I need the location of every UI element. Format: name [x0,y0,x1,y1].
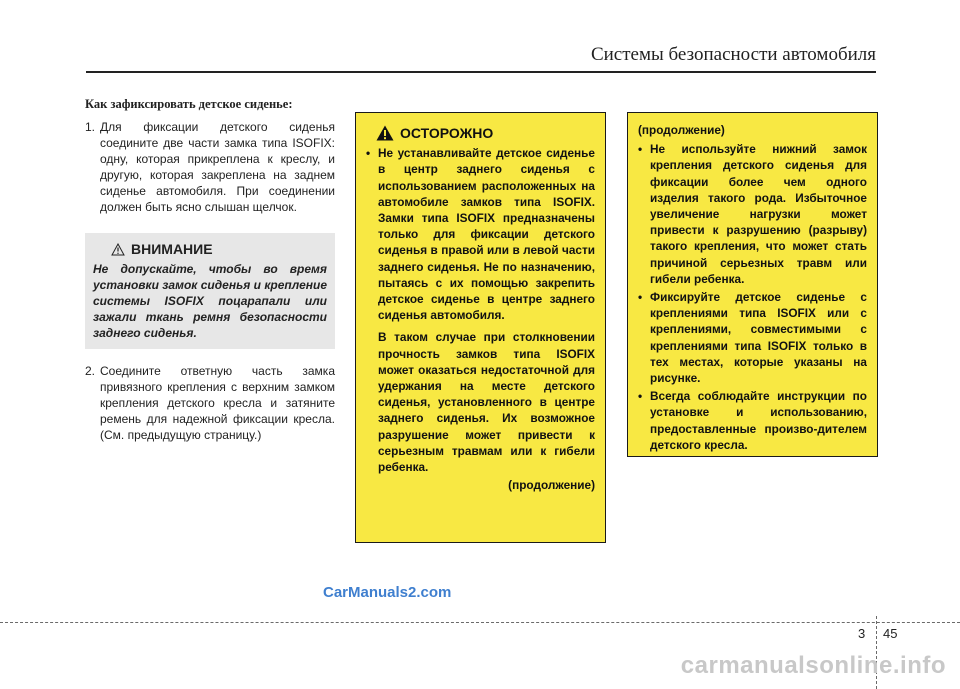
step-1-number: 1. [85,120,96,134]
warning-continued-box [627,112,878,457]
warning-box [355,112,606,543]
page-header-title: Системы безопасности автомобиля [590,44,876,65]
footer-watermark: carmanualsonline.info [680,652,946,679]
warning-outline-icon [111,243,125,256]
attention-header [111,241,327,257]
step-1 [85,119,335,215]
bullet-marker: • [638,389,643,404]
warning-header [376,125,595,141]
step-2-number: 2. [85,364,96,378]
section-heading: Как зафиксировать детское сиденье: [85,97,293,111]
header-rule [86,71,876,73]
warning-item-text: Фиксируйте детское сиденье с креплениями типа ISOFIX или с креплениями, совместимыми с креплениями типа ISOFIX только в тех местах, которые указаны на рисунке. [650,290,867,386]
step-2 [85,363,335,443]
warning-triangle-icon [376,125,394,141]
step-1-text: Для фиксации детского сиденья соедините две части замка типа ISOFIX: одну, которая прикреплена к креслу, и другую, которая закреплена на заднем сиденье автомобиля. При соединении должен быть ясно слышан щелчок. [100,120,335,214]
bullet-marker: • [638,142,643,157]
bullet-marker: • [366,146,371,161]
warning-item [366,145,595,323]
page-number: 45 [883,626,898,641]
attention-title: ВНИМАНИЕ [131,241,213,257]
continued-top-label: (продолжение) [638,123,725,137]
warning-item-text: Не устанавливайте детское сиденье в центр заднего сиденья с использованием расположенных на автомобиле замков типа ISOFIX. Замки типа ISOFIX предназначены только для фиксации детского сиденья в правой или в левой части заднего сиденья. Не по назначению, пытаясь с их помощью закрепить детское сиденье в центре заднего сиденья автомобиля. [378,146,595,323]
step-2-text: Соедините ответную часть замка привязного крепления с верхним замком крепления детского кресла и затяните ремень для надежной фиксации кресла. (См. предыдущую страницу.) [100,364,335,442]
bullet-marker: • [638,290,643,305]
warning-paragraph: В таком случае при столкновении прочность замков типа ISOFIX может оказаться недостаточной для удержания на месте детского сиденья, установленного в центре заднего сиденья. Их возможное разрушение может привести к серьезным травмам или к гибели ребенка. [378,330,595,475]
warning-item-text: Не используйте нижний замок крепления детского сиденья для фиксации более чем одного изделия такого рода. Избыточное увеличение нагрузки может привести к разрушению (разрыву) такого крепления, что может стать причиной серьезных травм или гибели ребенка. [650,142,867,286]
warning-title: ОСТОРОЖНО [400,125,494,141]
attention-text: Не допускайте, чтобы во время установки замок сиденья и крепление системы ISOFIX поцарапали или зажали ткань ремня безопасности заднего сиденья. [93,262,327,340]
chapter-number: 3 [858,626,866,641]
warning-item [638,388,867,453]
footer-rule [0,622,960,623]
continued-label: (продолжение) [508,478,595,493]
warning-item [638,289,867,386]
watermark-link[interactable]: CarManuals2.com [323,584,452,601]
attention-box [85,233,335,349]
warning-item [638,141,867,287]
left-column [85,96,335,443]
warning-item-text: Всегда соблюдайте инструкции по установке и использованию, предоставленные произво-дителем детского кресла. [650,389,867,452]
